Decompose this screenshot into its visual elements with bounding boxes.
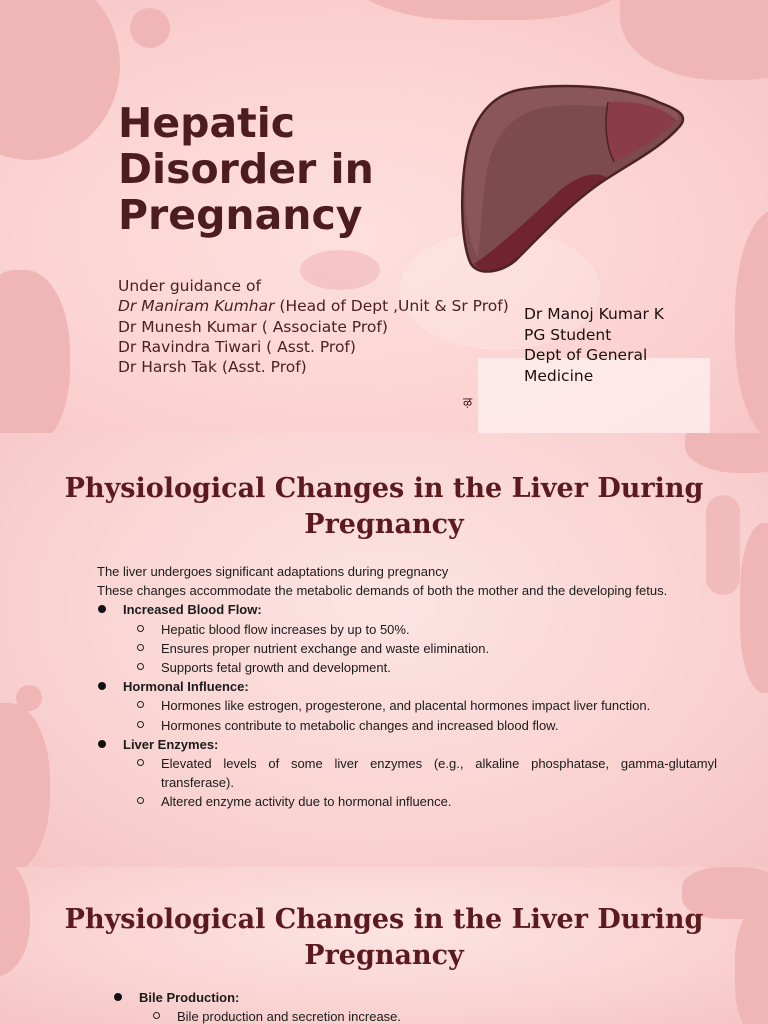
sub-bullet: Bile production and secretion increase.: [113, 1007, 733, 1024]
decor-dot: [130, 8, 170, 48]
guidance-block: [118, 276, 510, 377]
guide-name: Dr Munesh Kumar ( Associate Prof): [118, 317, 388, 336]
slide-heading: Physiological Changes in the Liver During Pregnancy: [64, 904, 704, 971]
author-name: Dr Manoj Kumar K: [524, 305, 664, 323]
sub-bullet: Supports fetal growth and development.: [97, 658, 717, 677]
slide-heading: Physiological Changes in the Liver During Pregnancy: [64, 473, 704, 540]
bullet-heading: Hormonal Influence:: [97, 677, 717, 696]
slide-body: [97, 562, 717, 812]
small-glyph: ऴ: [463, 395, 473, 409]
author-role: PG Student: [524, 325, 612, 344]
decor-blob: [0, 270, 70, 433]
sub-bullet: Hepatic blood flow increases by up to 50%.: [97, 620, 717, 639]
guidance-intro: Under guidance of: [118, 277, 261, 295]
decor-blob: [0, 867, 30, 977]
author-block: [524, 304, 724, 386]
author-dept: Medicine: [524, 366, 594, 385]
guide-name: Dr Harsh Tak (Asst. Prof): [118, 358, 307, 377]
decor-blob: [0, 0, 120, 160]
slide-body: [113, 988, 733, 1024]
sub-bullet: Elevated levels of some liver enzymes (e.g., alkaline phosphatase, gamma-glutamyl transferase).: [97, 754, 717, 792]
intro-line: The liver undergoes significant adaptations during pregnancy: [97, 564, 449, 579]
guidance-lead: [118, 296, 510, 316]
sub-bullet: Hormones contribute to metabolic changes and increased blood flow.: [97, 716, 717, 735]
decor-blob: [685, 433, 768, 473]
decor-dot: [16, 685, 42, 711]
content-slide: [0, 867, 768, 1024]
liver-illustration: [458, 80, 698, 280]
title-slide: [0, 0, 768, 433]
intro-line: These changes accommodate the metabolic demands of both the mother and the developing fetus.: [97, 583, 668, 599]
decor-blob: [735, 210, 768, 433]
bullet-heading: Bile Production:: [113, 988, 733, 1007]
sub-bullet: Ensures proper nutrient exchange and waste elimination.: [97, 639, 717, 658]
decor-blob: [740, 523, 768, 693]
bullet-heading: Increased Blood Flow:: [97, 600, 717, 619]
bullet-heading: Liver Enzymes:: [97, 735, 717, 754]
lead-guide-role: (Head of Dept ,Unit & Sr Prof): [274, 297, 509, 316]
sub-bullet: Altered enzyme activity due to hormonal influence.: [97, 792, 717, 811]
decor-blob: [0, 703, 50, 867]
presentation-title: Hepatic Disorder in Pregnancy: [118, 99, 374, 239]
decor-blob: [340, 0, 640, 20]
decor-blob: [620, 0, 768, 80]
decor-blob: [735, 907, 768, 1024]
author-dept: Dept of General: [524, 346, 648, 364]
content-slide: [0, 433, 768, 867]
lead-guide-name: Dr Maniram Kumhar: [118, 297, 275, 316]
guide-name: Dr Ravindra Tiwari ( Asst. Prof): [118, 337, 356, 356]
sub-bullet: Hormones like estrogen, progesterone, and placental hormones impact liver function.: [97, 696, 717, 715]
